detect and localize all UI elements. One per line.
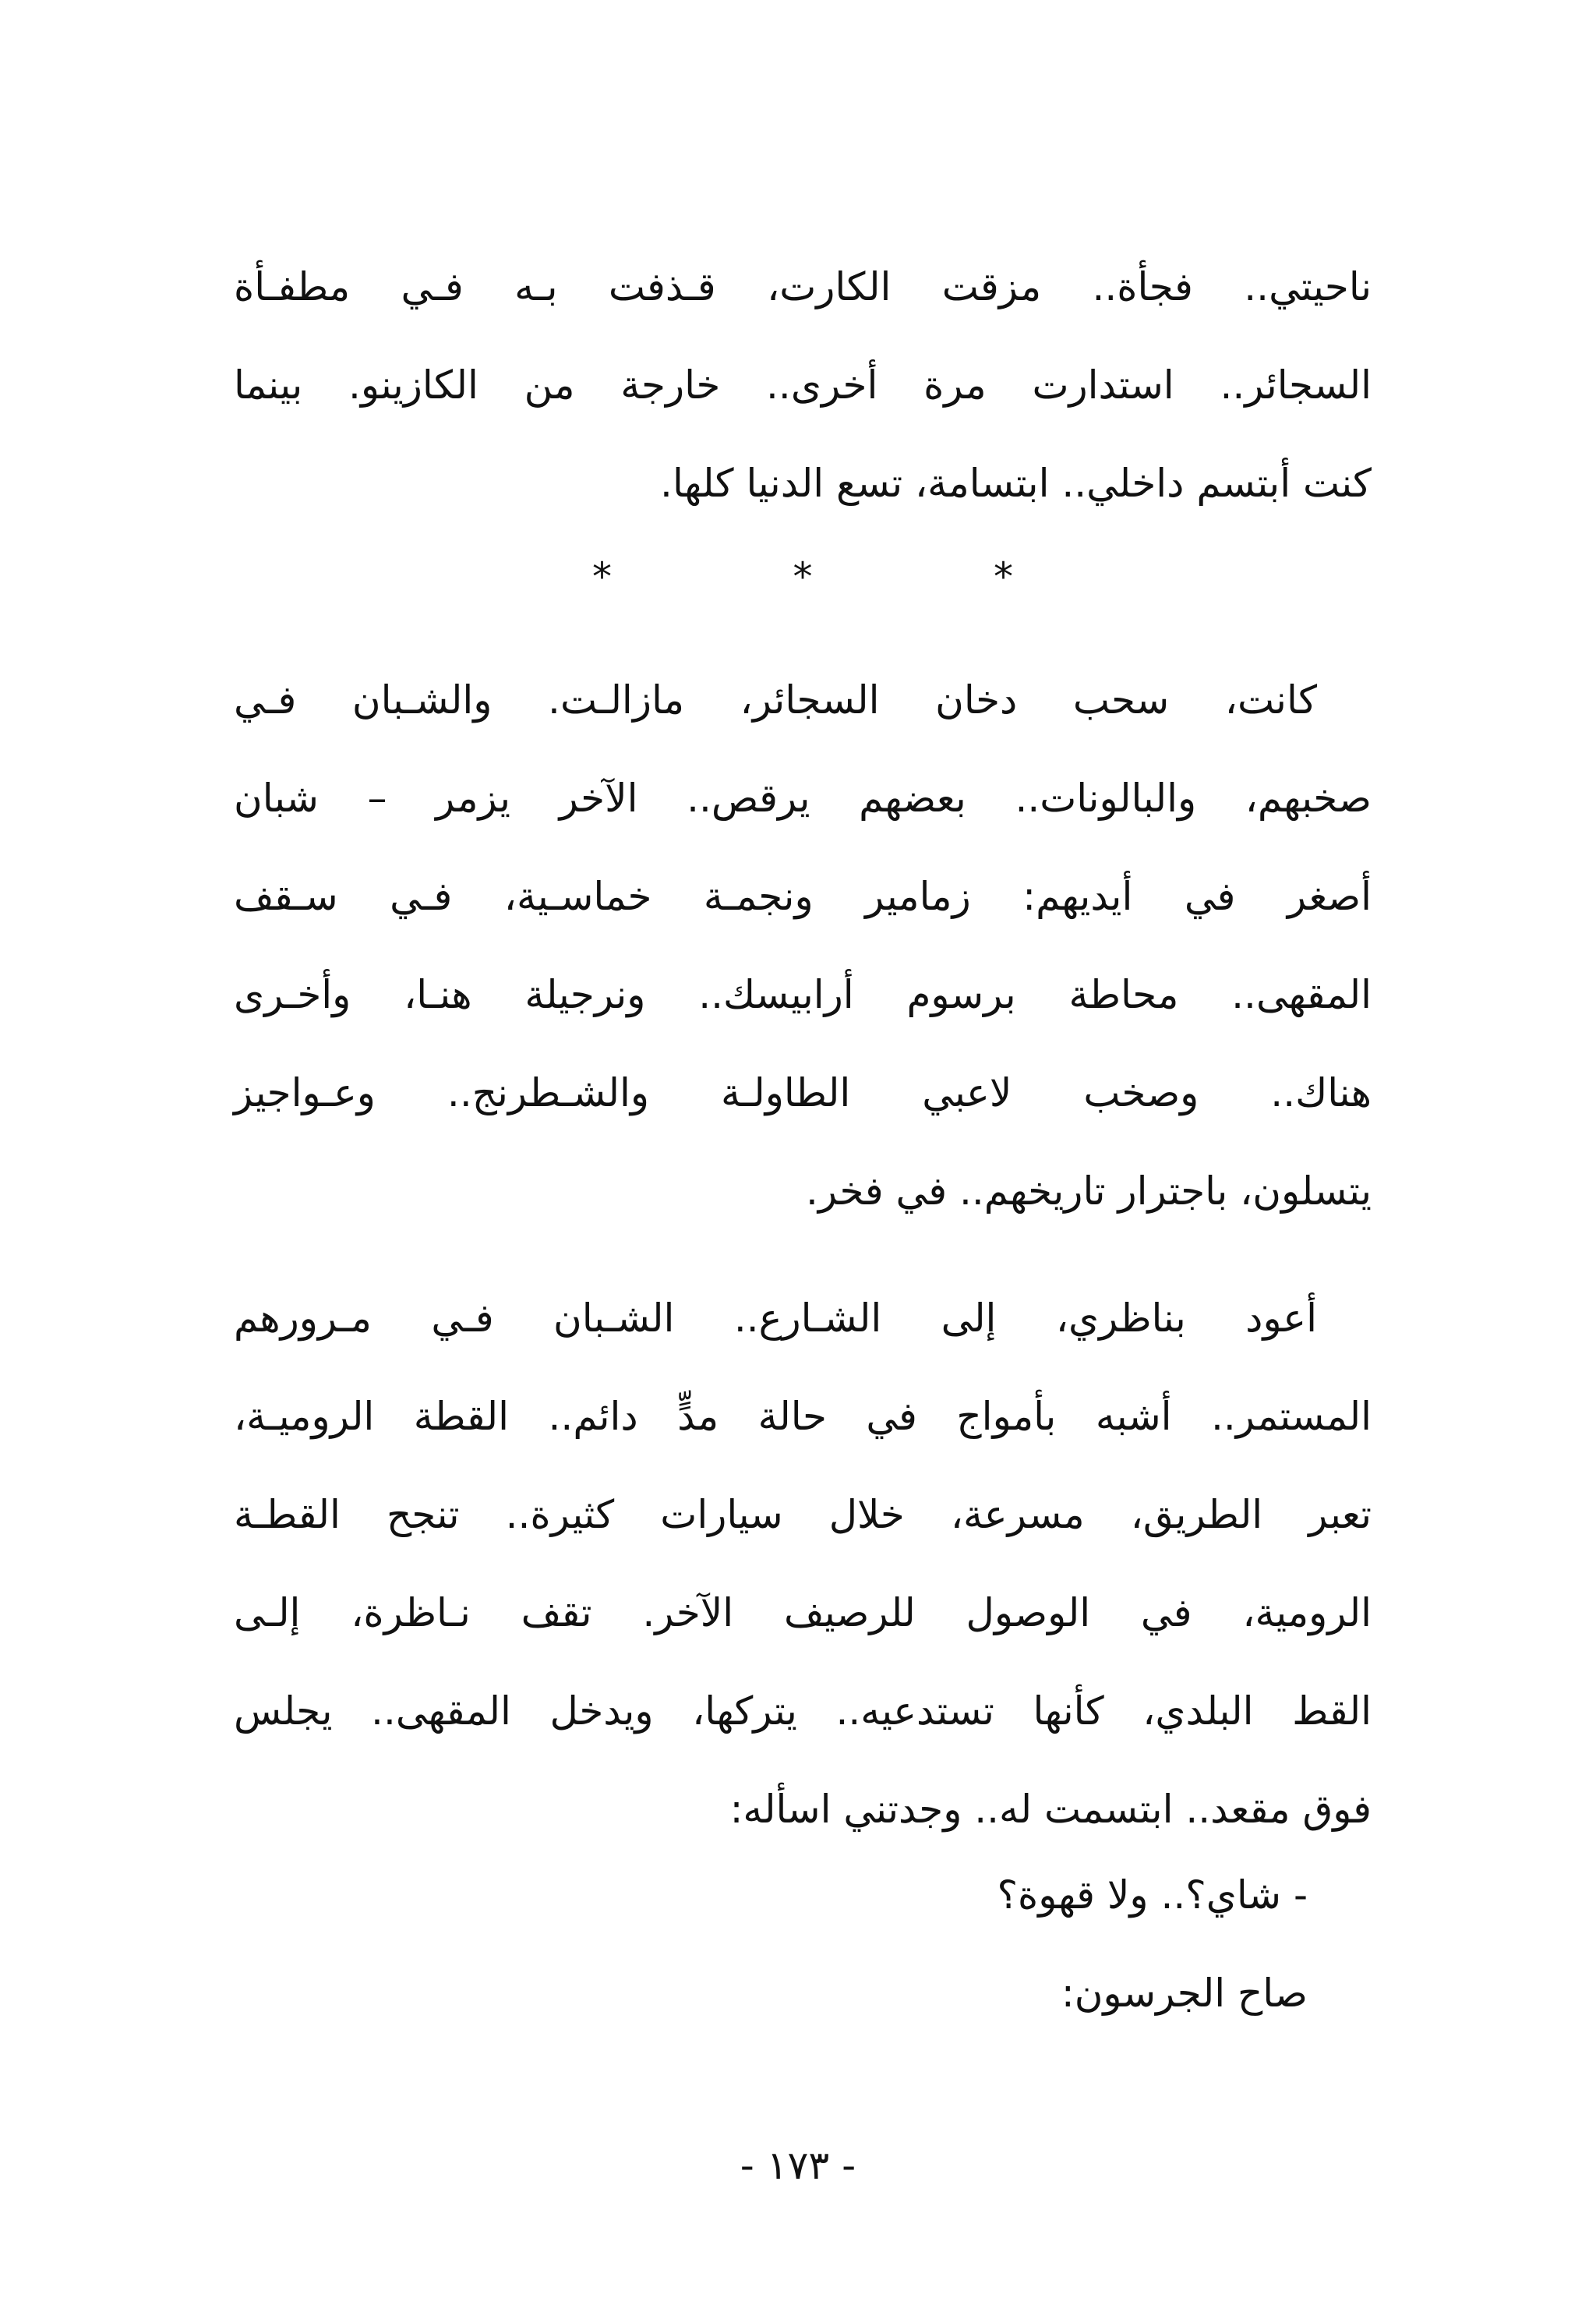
paragraph-line: القط البلدي، كأنها تستدعيه.. يتركها، ويدخل المقهى.. يجلس: [234, 1688, 1372, 1734]
dialog-question: - شاي؟.. ولا قهوة؟: [997, 1872, 1308, 1918]
paragraph-line: يتسلون، باجترار تاريخهم.. في فخر.: [805, 1168, 1372, 1214]
paragraph-line: كانت، سحب دخان السجائر، مازالـت. والشـبان فـي: [234, 677, 1317, 723]
paragraph-line: أصغر في أيديهم: زمامير ونجمـة خماسـية، فـي سـقف: [234, 874, 1372, 919]
paragraph-2: [234, 651, 1372, 1240]
paragraph-line: المستمر.. أشبه بأمواج في حالة مدٍّ دائم.. القطة الروميـة،: [234, 1394, 1372, 1439]
separator-star: *: [793, 554, 813, 599]
paragraph-line: تعبر الطريق، مسرعة، خلال سيارات كثيرة.. تنجح القطـة: [234, 1492, 1372, 1537]
paragraph-1: [234, 238, 1372, 534]
paragraph-line: المقهى.. محاطة برسوم أرابيسك.. ونرجيلة هنـا، وأخـرى: [234, 972, 1372, 1017]
separator-star: *: [592, 554, 612, 599]
paragraph-line: هناك.. وصخب لاعبي الطاولـة والشـطرنج.. وعـواجيز: [234, 1070, 1372, 1115]
dialog-reply-intro: صاح الجرسون:: [1061, 1971, 1308, 2016]
paragraph-line: ناحيتي.. فجأة.. مزقت الكارت، قـذفت بـه فـي مطفـأة: [234, 264, 1372, 309]
page-number: - ١٧٣ -: [740, 2143, 856, 2188]
paragraph-line: أعود بناظري، إلى الشـارع.. الشـبان فـي مـرورهم: [234, 1296, 1317, 1341]
paragraph-line: السجائر.. استدارت مرة أخرى.. خارجة من الكازينو. بينما: [234, 362, 1372, 408]
paragraph-line: صخبهم، والبالونات.. بعضهم يرقص.. الآخر يزمر – شبان: [234, 776, 1372, 821]
separator-star: *: [994, 554, 1013, 599]
paragraph-line: فوق مقعد.. ابتسمت له.. وجدتني اسأله:: [729, 1787, 1372, 1832]
paragraph-3: [234, 1269, 1372, 1858]
section-separator: [592, 550, 1013, 604]
paragraph-line: كنت أبتسم داخلي.. ابتسامة، تسع الدنيا كلها.: [660, 461, 1372, 506]
paragraph-line: الرومية، في الوصول للرصيف الآخر. تقف نـاظرة، إلـى: [234, 1590, 1372, 1635]
